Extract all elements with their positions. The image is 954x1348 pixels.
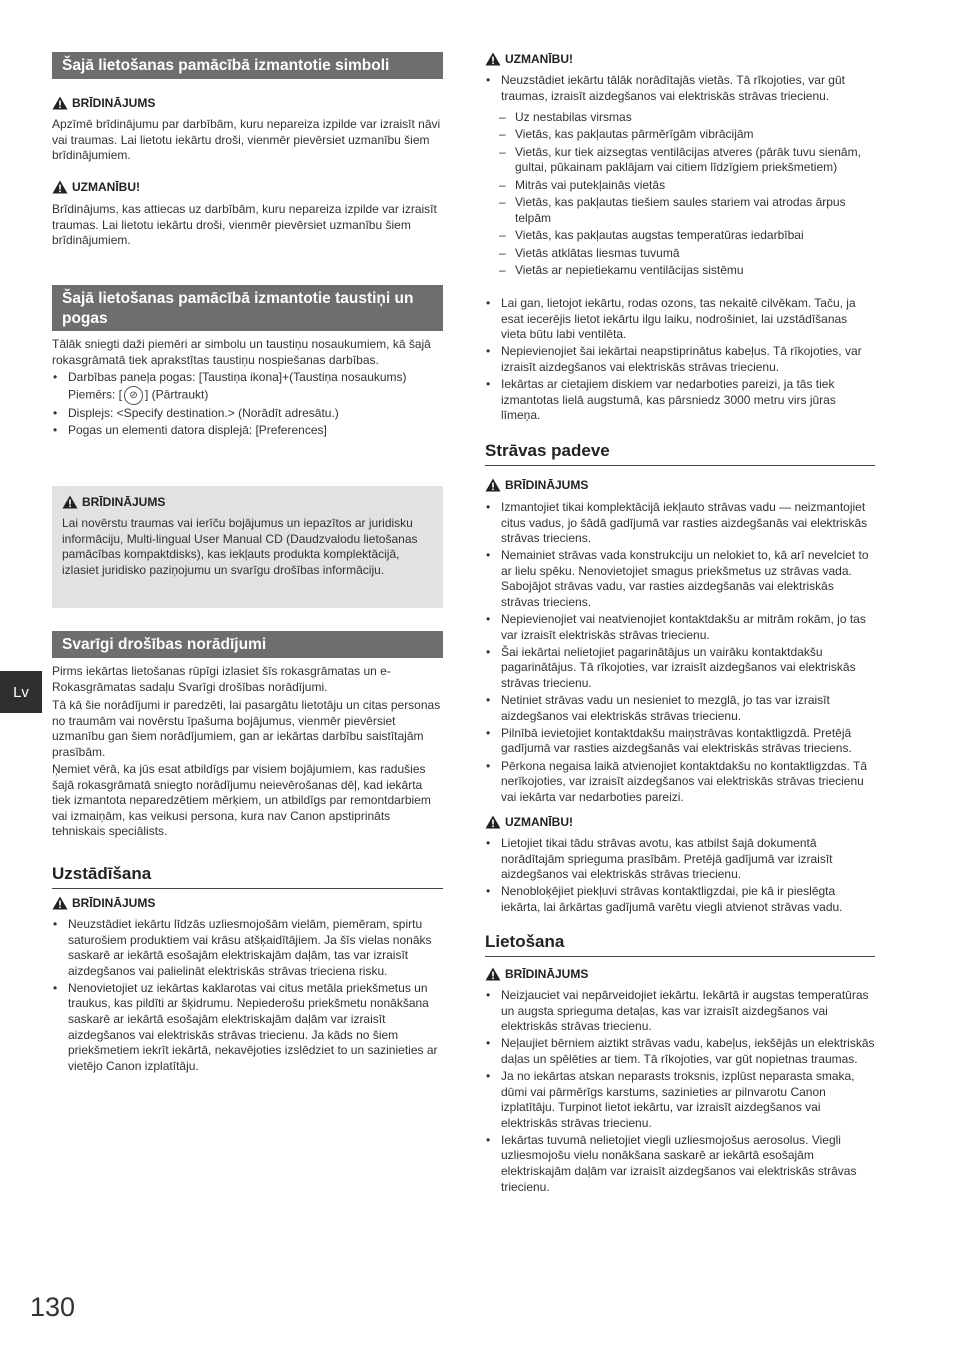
keys-list bbox=[52, 370, 443, 440]
right-caution-text: UZMANĪBU! bbox=[505, 52, 573, 66]
keys-section-title: Šajā lietošanas pamācībā izmantotie taustiņi un pogas bbox=[62, 290, 414, 327]
list-item bbox=[52, 370, 443, 405]
list-item: • Šai iekārtai nelietojiet pagarinātājus un vairāku kontaktdakšu pagarinātājus. Tā rīkojoties, var izraisīt aizdegšanos vai elektriskās strāvas triecienu. bbox=[485, 645, 875, 692]
placement-sublist bbox=[485, 110, 875, 280]
power-caution-label bbox=[485, 815, 573, 829]
warning-description: Apzīmē brīdinājumu par darbībām, kuru nepareiza izpilde var izraisīt nāvi vai traumas. Lai lietotu iekārtu droši, vienmēr pievērsiet uzmanību šiem brīdinājumiem. bbox=[52, 117, 441, 163]
list-item: • Nepievienojiet vai neatvienojiet kontaktdakšu ar mitrām rokām, jo tas var izraisīt elektriskās strāvas triecienu. bbox=[485, 612, 875, 643]
power-supply-title: Strāvas padeve bbox=[485, 441, 610, 460]
list-item: • Nemainiet strāvas vada konstrukciju un nelokiet to, kā arī nevelciet to ar lielu spēku. Nenovietojiet smagus priekšmetus uz strāvas vada. Sabojājot strāvas vadu, var rasties aizdegšanās vai elektriskās strāvas trieciens. bbox=[485, 548, 875, 610]
placement-list-more bbox=[485, 296, 875, 425]
warning-triangle-icon bbox=[485, 478, 501, 492]
list-item: • Neuzstādiet iekārtu līdzās uzliesmojošām vielām, piemēram, spirtu saturošiem produktiem vai krāsu atšķaidītājiem. Ja šīs vielas nonāks saskarē ar iekārtā esošajām elektriskajām daļām, tas var izraisīt aizdegšanos vai palielināt elektriskās strāvas trieciena risku. bbox=[52, 917, 443, 979]
keys-example-suffix: ] (Pārtraukt) bbox=[145, 387, 209, 402]
right-caution-label bbox=[485, 52, 573, 66]
safety-section-header bbox=[52, 631, 443, 658]
warning-label-text: BRĪDINĀJUMS bbox=[72, 96, 156, 110]
list-item: • Nenovietojiet uz iekārtas kaklarotas vai citus metāla priekšmetus un traukus, kas pildīti ar šķidrumu. Nepiederošu priekšmetu nonākšana saskarē ar iekārtā esošajām elektriskajām daļām var izraisīt aizdegšanos vai elektriskās strāvas triecienu. Ja kāds no šiem priekšmetiem iekrīt iekārtā, nekavējoties izslēdziet to un sazinieties ar vietējo Canon izplatītāju. bbox=[52, 981, 443, 1075]
list-item: • Izmantojiet tikai komplektācijā iekļauto strāvas vadu — neizmantojiet citus vadus, jo šādā gadījumā var rasties aizdegšanās vai elektriskās strāvas trieciens. bbox=[485, 500, 875, 547]
list-item: • Ja no iekārtas atskan neparasts troksnis, izplūst neparasta smaka, dūmi vai pārmērīgs karstums, sazinieties ar pilnvarotu Canon izplatītāju. Turpinot lietot iekārtu, var izraisīt aizdegšanos vai elektriskās strāvas triecienu. bbox=[485, 1069, 875, 1131]
list-item: • Iekārtas ar cietajiem diskiem var nedarboties pareizi, ja tās tiek izmantotas lielā augstumā, kas pārsniedz 3000 metru virs jūras līmeņa. bbox=[485, 377, 875, 424]
warning-triangle-icon bbox=[485, 52, 501, 66]
installation-title: Uzstādīšana bbox=[52, 864, 152, 883]
list-item: • Pilnībā ievietojiet kontaktdakšu maiņstrāvas kontaktligzdā. Pretējā gadījumā var rasties aizdegšanās vai elektriskās strāvas trieciens. bbox=[485, 726, 875, 757]
warning-triangle-icon bbox=[485, 967, 501, 981]
box-warning-label bbox=[62, 495, 165, 509]
language-code: Lv bbox=[13, 683, 29, 701]
sub-list-item: – Vietās, kur tiek aizsegtas ventilācijas atveres (pārāk tuvu sienām, gultai, pūkainam paklājam vai citiem līdzīgiem priekšmetiem) bbox=[485, 145, 875, 176]
safety-paragraph-2: Tā kā šie norādījumi ir paredzēti, lai pasargātu lietotāju un citas personas no traumām vai novērstu īpašuma bojājumus, vienmēr pievērsiet uzmanību gan šiem norādījumiem, gan ar iekārtas darbību saistītajām prasībām. bbox=[52, 698, 441, 759]
list-item: • Nenobloķējiet piekļuvi strāvas kontaktligzdai, pie kā ir pieslēgta iekārta, lai ārkārtas gadījumā varētu viegli atvienot strāvas vadu. bbox=[485, 884, 875, 915]
usage-warning-label bbox=[485, 967, 588, 981]
warning-triangle-icon bbox=[52, 96, 68, 110]
caution-description: Brīdinājums, kas attiecas uz darbībām, kuru nepareiza izpilde var izraisīt traumas. Lai lietotu iekārtu droši, vienmēr pievērsiet uzmanību šiem brīdinājumiem. bbox=[52, 202, 437, 248]
installation-list bbox=[52, 917, 443, 1076]
keys-section-header bbox=[52, 285, 443, 331]
power-supply-heading bbox=[485, 441, 875, 466]
warning-triangle-icon bbox=[62, 495, 78, 509]
warning-label bbox=[52, 96, 155, 110]
sub-list-item: – Vietās, kas pakļautas pārmērīgām vibrācijām bbox=[485, 127, 875, 143]
safety-section-title: Svarīgi drošības norādījumi bbox=[62, 636, 267, 653]
installation-heading bbox=[52, 864, 443, 889]
list-item: • Lietojiet tikai tādu strāvas avotu, kas atbilst šajā dokumentā norādītajām sprieguma prasībām. Pretējā gadījumā var izraisīt aizdegšanos vai elektriskās strāvas triecienu. bbox=[485, 836, 875, 883]
symbols-section-header bbox=[52, 52, 443, 79]
list-item: • Pērkona negaisa laikā atvienojiet kontaktdakšu no kontaktligzdas. Tā nerīkojoties, var izraisīt aizdegšanos vai elektriskās strāvas triecienu vai iekārta var nedarboties pareizi. bbox=[485, 759, 875, 806]
caution-label bbox=[52, 180, 140, 194]
legal-notice-text: Lai novērstu traumas vai ierīču bojājumus un iepazītos ar juridisku informāciju, Multi-lingual User Manual CD (Daudzvalodu lietošanas pamācības kompaktdisks), kas iekļauts produkta komplektācijā, izlasiet juridisko paziņojumu un svarīgu drošības informāciju. bbox=[62, 516, 418, 577]
sub-list-item: – Vietās ar nepietiekamu ventilācijas sistēmu bbox=[485, 263, 875, 279]
list-item bbox=[52, 423, 443, 439]
caution-label-text: UZMANĪBU! bbox=[72, 180, 140, 194]
power-warning-label bbox=[485, 478, 588, 492]
keys-item-text: Pogas un elementi datora displejā: [Preferences] bbox=[68, 423, 327, 438]
usage-title: Lietošana bbox=[485, 932, 565, 951]
list-item: • Neuzstādiet iekārtu tālāk norādītajās vietās. Tā rīkojoties, var gūt traumas, izraisīt aizdegšanos vai elektriskās strāvas triecienu. bbox=[485, 73, 875, 104]
list-item: • Lai gan, lietojot iekārtu, rodas ozons, tas nekaitē cilvēkam. Taču, ja esat iecerējis lietot iekārtu ilgu laiku, nodrošiniet, lai uzstādīšanas vieta būtu labi ventilēta. bbox=[485, 296, 875, 343]
page-number: 130 bbox=[30, 1292, 76, 1322]
stop-key-icon: ⊘ bbox=[124, 386, 143, 405]
keys-item-text: Displejs: <Specify destination.> (Norādīt adresātu.) bbox=[68, 406, 339, 421]
installation-label-text: BRĪDINĀJUMS bbox=[72, 896, 156, 910]
power-warning-text: BRĪDINĀJUMS bbox=[505, 478, 589, 492]
box-label-text: BRĪDINĀJUMS bbox=[82, 495, 166, 509]
list-item: • Neļaujiet bērniem aiztikt strāvas vadu, kabeļus, iekšējās un elektriskās daļas un spēlēties ar tiem. Tā rīkojoties, var gūt nopietnas traumas. bbox=[485, 1036, 875, 1067]
list-item: • Iekārtas tuvumā nelietojiet viegli uzliesmojošus aerosolus. Viegli uzliesmojošu vielu nonākšana saskarē ar iekārtā esošajām elektriskajām daļām var izraisīt aizdegšanos vai elektriskās strāvas triecienu. bbox=[485, 1133, 875, 1195]
installation-warning-label bbox=[52, 896, 155, 910]
usage-heading bbox=[485, 932, 875, 957]
power-warning-list bbox=[485, 500, 875, 807]
sub-list-item: – Mitrās vai putekļainās vietās bbox=[485, 178, 875, 194]
symbols-section-title: Šajā lietošanas pamācībā izmantotie simboli bbox=[62, 57, 390, 74]
warning-triangle-icon bbox=[52, 180, 68, 194]
sub-list-item: – Uz nestabilas virsmas bbox=[485, 110, 875, 126]
list-item: • Neizjauciet vai nepārveidojiet iekārtu. Iekārtā ir augstas temperatūras un augsta sprieguma detaļas, kas var izraisīt aizdegšanos vai elektriskās strāvas triecienu. bbox=[485, 988, 875, 1035]
sub-list-item: – Vietās, kas pakļautas augstas temperatūras iedarbībai bbox=[485, 228, 875, 244]
warning-triangle-icon bbox=[485, 815, 501, 829]
safety-paragraph-3: Ņemiet vērā, ka jūs esat atbildīgs par visiem bojājumiem, kas radušies šajā rokasgrāmatā sniegto norādījumu neievērošanas dēļ, kad iekārta tiek izmantota neparedzētiem mērķiem, un atbildīgs par remontdarbiem vai izmaiņām, kas veikusi persona, kura nav Canon apstiprināts tehniskais speciālists. bbox=[52, 762, 431, 839]
warning-triangle-icon bbox=[52, 896, 68, 910]
sub-list-item: – Vietās atklātas liesmas tuvumā bbox=[485, 246, 875, 262]
power-caution-text: UZMANĪBU! bbox=[505, 815, 573, 829]
keys-intro: Tālāk sniegti daži piemēri ar simbolu un taustiņu nosaukumiem, kā šajā rokasgrāmatā tiek aprakstītas taustiņu nospiešanas darbības. bbox=[52, 337, 431, 367]
keys-example-prefix: Piemērs: [ bbox=[68, 387, 123, 402]
list-item bbox=[52, 406, 443, 422]
keys-item-text: Darbības paneļa pogas: [Taustiņa ikona]+(Taustiņa nosaukums) bbox=[68, 370, 407, 384]
usage-warning-text: BRĪDINĀJUMS bbox=[505, 967, 589, 981]
language-tab bbox=[0, 671, 42, 713]
sub-list-item: – Vietās, kas pakļautas tiešiem saules stariem vai atrodas ārpus telpām bbox=[485, 195, 875, 226]
power-caution-list bbox=[485, 836, 875, 917]
safety-paragraph-1: Pirms iekārtas lietošanas rūpīgi izlasiet šīs rokasgrāmatas un e-Rokasgrāmatas sadaļu Svarīgi drošības norādījumi. bbox=[52, 664, 391, 694]
list-item: • Netiniet strāvas vadu un nesieniet to mezglā, jo tas var izraisīt aizdegšanos vai elektriskās strāvas triecienu. bbox=[485, 693, 875, 724]
placement-list bbox=[485, 73, 875, 106]
usage-list bbox=[485, 988, 875, 1197]
list-item: • Nepievienojiet šai iekārtai neapstiprinātus kabeļus. Tā rīkojoties, var izraisīt aizdegšanos vai elektriskās strāvas triecienu. bbox=[485, 344, 875, 375]
